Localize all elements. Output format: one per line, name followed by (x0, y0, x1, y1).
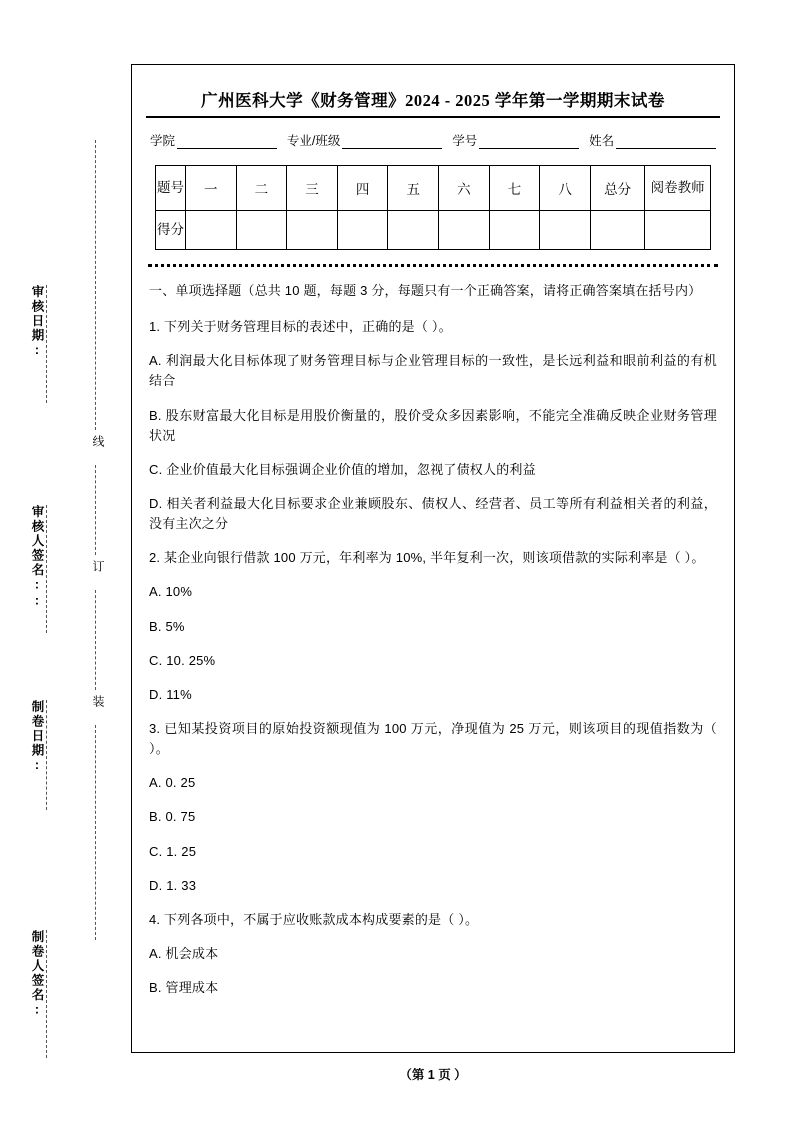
seal-char-line: 线 (91, 435, 105, 447)
seal-dash-mid2 (95, 590, 96, 690)
score-cell[interactable] (287, 211, 338, 250)
question-3-option-d: D. 1. 33 (149, 877, 197, 893)
question-1-stem: 1. 下列关于财务管理目标的表述中，正确的是（ ）。 (149, 319, 452, 335)
field-input-name[interactable] (616, 135, 716, 149)
score-col-6: 六 (439, 166, 490, 211)
question-2-option-d: D. 11% (149, 686, 192, 702)
reviewer-sign-label: 审核人签名:: (30, 505, 44, 610)
review-date-label: 审核日期: (30, 285, 44, 359)
seal-column (88, 140, 104, 940)
question-4-option-a: A. 机会成本 (149, 945, 219, 961)
field-input-major-class[interactable] (342, 135, 442, 149)
score-cell-teacher[interactable] (645, 211, 711, 250)
paper-date-label: 制卷日期: (30, 700, 44, 774)
question-3-option-c: C. 1. 25 (149, 843, 197, 859)
seal-dash-top (95, 140, 96, 430)
exam-paper-box (131, 64, 735, 1053)
section-heading-1: 一、单项选择题（总共 10 题，每题 3 分，每题只有一个正确答案，请将正确答案填在括号内） (149, 283, 702, 298)
paper-sign-rule (46, 930, 47, 1058)
table-row (156, 211, 711, 250)
score-col-5: 五 (388, 166, 439, 211)
question-1-option-b: B. 股东财富最大化目标是用股价衡量的，股价受众多因素影响，不能完全准确反映企业财务管理状况 (149, 407, 717, 443)
question-2-stem: 2. 某企业向银行借款 100 万元，年利率为 10%, 半年复利一次，则该项借款的实际利率是（ ）。 (149, 550, 705, 566)
review-date-rule (46, 285, 47, 403)
score-row-header-points: 得分 (156, 211, 186, 250)
score-col-2: 二 (236, 166, 287, 211)
reviewer-sign-rule (46, 505, 47, 633)
score-col-total: 总分 (590, 166, 644, 211)
paper-date-rule (46, 700, 47, 810)
question-3-stem: 3. 已知某投资项目的原始投资额现值为 100 万元，净现值为 25 万元，则该项目的现值指数为（ ）。 (149, 720, 717, 757)
score-cell[interactable] (388, 211, 439, 250)
table-row (156, 166, 711, 211)
question-4-stem: 4. 下列各项中，不属于应收账款成本构成要素的是（ ）。 (149, 911, 479, 927)
score-cell[interactable] (185, 211, 236, 250)
field-label-student-id: 学号 (452, 134, 478, 148)
question-2-option-b: B. 5% (149, 618, 185, 634)
title-underline (146, 116, 720, 118)
score-col-4: 四 (337, 166, 388, 211)
question-2-option-c: C. 10. 25% (149, 652, 216, 668)
field-input-student-id[interactable] (479, 135, 579, 149)
score-col-3: 三 (287, 166, 338, 211)
seal-dash-bottom (95, 725, 96, 940)
question-2-option-a: A. 10% (149, 584, 193, 600)
seal-char-pack: 装 (91, 695, 105, 707)
field-label-major-class: 专业/班级 (286, 134, 341, 148)
score-col-8: 八 (540, 166, 591, 211)
page-footer: （第 1 页 ） (399, 1068, 467, 1082)
field-input-college[interactable] (177, 135, 277, 149)
student-info-row (150, 131, 716, 149)
score-cell[interactable] (540, 211, 591, 250)
score-col-teacher: 阅卷教师 (645, 166, 711, 211)
field-label-college: 学院 (150, 134, 176, 148)
seal-dash-mid1 (95, 465, 96, 555)
score-col-7: 七 (489, 166, 540, 211)
question-3-option-b: B. 0. 75 (149, 809, 196, 825)
question-1-option-a: A. 利润最大化目标体现了财务管理目标与企业管理目标的一致性，是长远利益和眼前利益的有机结合 (149, 353, 717, 389)
field-label-name: 姓名 (589, 134, 615, 148)
score-cell[interactable] (489, 211, 540, 250)
question-1-option-d: D. 相关者利益最大化目标要求企业兼顾股东、债权人、经营者、员工等所有利益相关者的利益，没有主次之分 (149, 495, 717, 532)
question-4-option-b: B. 管理成本 (149, 980, 219, 996)
score-cell-total[interactable] (590, 211, 644, 250)
score-table (155, 165, 711, 250)
paper-sign-label: 制卷人签名: (30, 930, 44, 1019)
seal-char-bind: 订 (91, 560, 105, 572)
score-cell[interactable] (439, 211, 490, 250)
left-margin-annotations (0, 0, 130, 1122)
score-row-header-question: 题号 (156, 166, 186, 211)
score-cell[interactable] (236, 211, 287, 250)
question-content (149, 281, 717, 998)
page-title: 广州医科大学《财务管理》2024 - 2025 学年第一学期期末试卷 (201, 91, 665, 110)
dotted-separator (148, 264, 718, 267)
score-cell[interactable] (337, 211, 388, 250)
score-col-1: 一 (185, 166, 236, 211)
question-1-option-c: C. 企业价值最大化目标强调企业价值的增加，忽视了债权人的利益 (149, 461, 536, 477)
question-3-option-a: A. 0. 25 (149, 775, 196, 791)
